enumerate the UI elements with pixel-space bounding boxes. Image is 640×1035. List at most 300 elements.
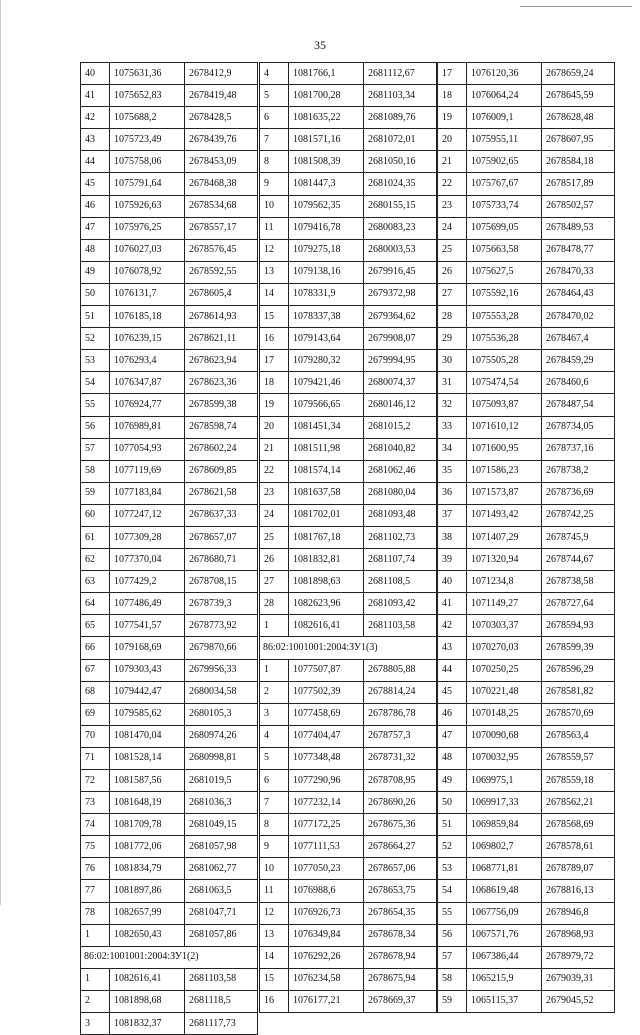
table-row — [81, 725, 258, 747]
table-row — [81, 151, 258, 173]
table-row — [81, 990, 258, 1012]
point-number-cell: 57 — [438, 946, 467, 968]
y-coordinate-cell: 2678534,68 — [185, 195, 258, 217]
point-number-cell: 10 — [260, 195, 289, 217]
point-number-cell: 61 — [81, 526, 110, 548]
header-rule — [520, 6, 632, 7]
x-coordinate-cell: 1077111,53 — [289, 836, 364, 858]
point-number-cell: 78 — [81, 902, 110, 924]
table-row — [81, 593, 258, 615]
table-row — [260, 217, 437, 239]
x-coordinate-cell: 1077348,48 — [289, 747, 364, 769]
y-coordinate-cell: 2681093,42 — [364, 593, 437, 615]
x-coordinate-cell: 1067756,09 — [467, 902, 542, 924]
table-row — [260, 814, 437, 836]
table-row — [260, 880, 437, 902]
y-coordinate-cell: 2680974,26 — [185, 725, 258, 747]
point-number-cell: 56 — [438, 924, 467, 946]
y-coordinate-cell: 2678562,21 — [542, 792, 615, 814]
point-number-cell: 19 — [438, 107, 467, 129]
x-coordinate-cell: 1082616,41 — [289, 615, 364, 637]
point-number-cell: 13 — [260, 924, 289, 946]
x-coordinate-cell: 1079421,46 — [289, 372, 364, 394]
x-coordinate-cell: 1077290,96 — [289, 770, 364, 792]
y-coordinate-cell: 2681062,46 — [364, 460, 437, 482]
y-coordinate-cell: 2679916,45 — [364, 261, 437, 283]
x-coordinate-cell: 1081834,79 — [110, 858, 185, 880]
x-coordinate-cell: 1077309,28 — [110, 526, 185, 548]
table-row — [81, 703, 258, 725]
y-coordinate-cell: 2678789,07 — [542, 858, 615, 880]
y-coordinate-cell: 2681107,74 — [364, 549, 437, 571]
y-coordinate-cell: 2678739,3 — [185, 593, 258, 615]
y-coordinate-cell: 2681117,73 — [185, 1013, 258, 1035]
y-coordinate-cell: 2678678,34 — [364, 924, 437, 946]
x-coordinate-cell: 1081767,18 — [289, 526, 364, 548]
y-coordinate-cell: 2679908,07 — [364, 328, 437, 350]
page-number: 35 — [314, 38, 326, 52]
table-row — [81, 836, 258, 858]
point-number-cell: 34 — [438, 438, 467, 460]
point-number-cell: 32 — [438, 394, 467, 416]
point-number-cell: 15 — [260, 306, 289, 328]
x-coordinate-cell: 1075723,49 — [110, 129, 185, 151]
y-coordinate-cell: 2678594,93 — [542, 615, 615, 637]
x-coordinate-cell: 1077054,93 — [110, 438, 185, 460]
point-number-cell: 30 — [438, 350, 467, 372]
point-number-cell: 44 — [81, 151, 110, 173]
table-row — [260, 504, 437, 526]
x-coordinate-cell: 1081898,68 — [110, 990, 185, 1012]
x-coordinate-cell: 1075791,64 — [110, 173, 185, 195]
y-coordinate-cell: 2679045,52 — [542, 990, 615, 1012]
y-coordinate-cell: 2678708,15 — [185, 571, 258, 593]
x-coordinate-cell: 1077172,25 — [289, 814, 364, 836]
table-row — [438, 858, 615, 880]
x-coordinate-cell: 1077486,49 — [110, 593, 185, 615]
point-number-cell: 12 — [260, 902, 289, 924]
x-coordinate-cell: 1077404,47 — [289, 725, 364, 747]
x-coordinate-cell: 1075631,36 — [110, 63, 185, 85]
table-row — [260, 239, 437, 261]
point-number-cell: 51 — [81, 306, 110, 328]
table-row — [438, 283, 615, 305]
point-number-cell: 55 — [438, 902, 467, 924]
point-number-cell: 26 — [438, 261, 467, 283]
x-coordinate-cell: 1070270,03 — [467, 637, 542, 659]
y-coordinate-cell: 2678628,48 — [542, 107, 615, 129]
table-row — [438, 107, 615, 129]
y-coordinate-cell: 2678659,24 — [542, 63, 615, 85]
table-row — [260, 306, 437, 328]
y-coordinate-cell: 2678487,54 — [542, 394, 615, 416]
y-coordinate-cell: 2678599,39 — [542, 637, 615, 659]
point-number-cell: 42 — [81, 107, 110, 129]
point-number-cell: 21 — [438, 151, 467, 173]
y-coordinate-cell: 2678757,3 — [364, 725, 437, 747]
y-coordinate-cell: 2678581,82 — [542, 681, 615, 703]
x-coordinate-cell: 1081528,14 — [110, 747, 185, 769]
parcel-section-label: 86:02:1001001:2004:ЗУ1(3) — [260, 637, 437, 659]
x-coordinate-cell: 1076078,92 — [110, 261, 185, 283]
x-coordinate-cell: 1078337,38 — [289, 306, 364, 328]
y-coordinate-cell: 2680998,81 — [185, 747, 258, 769]
table-row — [438, 306, 615, 328]
point-number-cell: 53 — [438, 858, 467, 880]
table-row — [81, 306, 258, 328]
x-coordinate-cell: 1076239,15 — [110, 328, 185, 350]
x-coordinate-cell: 1077183,84 — [110, 482, 185, 504]
table-row — [438, 85, 615, 107]
y-coordinate-cell: 2678578,61 — [542, 836, 615, 858]
table-row — [438, 482, 615, 504]
point-number-cell: 21 — [260, 438, 289, 460]
table-row — [81, 460, 258, 482]
y-coordinate-cell: 2678727,64 — [542, 593, 615, 615]
x-coordinate-cell: 1081700,28 — [289, 85, 364, 107]
table-row — [260, 902, 437, 924]
point-number-cell: 40 — [438, 571, 467, 593]
x-coordinate-cell: 1075474,54 — [467, 372, 542, 394]
x-coordinate-cell: 1071600,95 — [467, 438, 542, 460]
point-number-cell: 2 — [81, 990, 110, 1012]
x-coordinate-cell: 1081571,16 — [289, 129, 364, 151]
y-coordinate-cell: 2679039,31 — [542, 968, 615, 990]
point-number-cell: 1 — [81, 968, 110, 990]
y-coordinate-cell: 2681080,04 — [364, 482, 437, 504]
point-number-cell: 45 — [81, 173, 110, 195]
section-header-row — [260, 637, 437, 659]
x-coordinate-cell: 1079280,32 — [289, 350, 364, 372]
table-row — [260, 924, 437, 946]
table-row — [260, 747, 437, 769]
x-coordinate-cell: 1081897,86 — [110, 880, 185, 902]
x-coordinate-cell: 1075699,05 — [467, 217, 542, 239]
coordinates-table-left — [80, 62, 258, 1035]
point-number-cell: 54 — [81, 372, 110, 394]
table-row — [260, 261, 437, 283]
table-row — [438, 350, 615, 372]
x-coordinate-cell: 1076924,77 — [110, 394, 185, 416]
point-number-cell: 43 — [81, 129, 110, 151]
y-coordinate-cell: 2678605,4 — [185, 283, 258, 305]
x-coordinate-cell: 1070221,48 — [467, 681, 542, 703]
table-row — [438, 615, 615, 637]
y-coordinate-cell: 2678738,2 — [542, 460, 615, 482]
x-coordinate-cell: 1081511,98 — [289, 438, 364, 460]
point-number-cell: 52 — [81, 328, 110, 350]
point-number-cell: 25 — [438, 239, 467, 261]
table-row — [438, 637, 615, 659]
x-coordinate-cell: 1075663,58 — [467, 239, 542, 261]
table-row — [81, 924, 258, 946]
x-coordinate-cell: 1065215,9 — [467, 968, 542, 990]
table-row — [81, 659, 258, 681]
x-coordinate-cell: 1068771,81 — [467, 858, 542, 880]
x-coordinate-cell: 1076293,4 — [110, 350, 185, 372]
table-row — [438, 902, 615, 924]
table-row — [260, 350, 437, 372]
table-row — [260, 482, 437, 504]
y-coordinate-cell: 2678596,29 — [542, 659, 615, 681]
table-row — [438, 880, 615, 902]
y-coordinate-cell: 2678736,69 — [542, 482, 615, 504]
x-coordinate-cell: 1075652,83 — [110, 85, 185, 107]
point-number-cell: 19 — [260, 394, 289, 416]
table-row — [438, 261, 615, 283]
x-coordinate-cell: 1079275,18 — [289, 239, 364, 261]
point-number-cell: 62 — [81, 549, 110, 571]
point-number-cell: 49 — [438, 770, 467, 792]
point-number-cell: 52 — [438, 836, 467, 858]
point-number-cell: 48 — [81, 239, 110, 261]
x-coordinate-cell: 1076292,26 — [289, 946, 364, 968]
x-coordinate-cell: 1071234,8 — [467, 571, 542, 593]
table-row — [260, 549, 437, 571]
table-row — [438, 990, 615, 1012]
y-coordinate-cell: 2681072,01 — [364, 129, 437, 151]
point-number-cell: 13 — [260, 261, 289, 283]
table-row — [438, 681, 615, 703]
table-row — [260, 63, 437, 85]
table-row — [260, 615, 437, 637]
y-coordinate-cell: 2678439,76 — [185, 129, 258, 151]
point-number-cell: 39 — [438, 549, 467, 571]
y-coordinate-cell: 2678428,5 — [185, 107, 258, 129]
y-coordinate-cell: 2679994,95 — [364, 350, 437, 372]
point-number-cell: 75 — [81, 836, 110, 858]
point-number-cell: 4 — [260, 63, 289, 85]
table-row — [438, 526, 615, 548]
table-row — [260, 703, 437, 725]
x-coordinate-cell: 1071407,29 — [467, 526, 542, 548]
point-number-cell: 72 — [81, 770, 110, 792]
y-coordinate-cell: 2678744,67 — [542, 549, 615, 571]
y-coordinate-cell: 2678419,48 — [185, 85, 258, 107]
point-number-cell: 41 — [81, 85, 110, 107]
y-coordinate-cell: 2678559,18 — [542, 770, 615, 792]
x-coordinate-cell: 1069917,33 — [467, 792, 542, 814]
y-coordinate-cell: 2678675,36 — [364, 814, 437, 836]
table-row — [81, 968, 258, 990]
x-coordinate-cell: 1079303,43 — [110, 659, 185, 681]
x-coordinate-cell: 1076349,84 — [289, 924, 364, 946]
table-row — [81, 902, 258, 924]
point-number-cell: 47 — [81, 217, 110, 239]
point-number-cell: 14 — [260, 283, 289, 305]
table-row — [260, 195, 437, 217]
table-row — [438, 173, 615, 195]
table-row — [438, 703, 615, 725]
point-number-cell: 12 — [260, 239, 289, 261]
y-coordinate-cell: 2678464,43 — [542, 283, 615, 305]
y-coordinate-cell: 2678637,33 — [185, 504, 258, 526]
x-coordinate-cell: 1082657,99 — [110, 902, 185, 924]
table-row — [438, 63, 615, 85]
point-number-cell: 5 — [260, 747, 289, 769]
point-number-cell: 16 — [260, 990, 289, 1012]
point-number-cell: 3 — [81, 1013, 110, 1035]
x-coordinate-cell: 1065115,37 — [467, 990, 542, 1012]
y-coordinate-cell: 2678460,6 — [542, 372, 615, 394]
x-coordinate-cell: 1067571,76 — [467, 924, 542, 946]
y-coordinate-cell: 2681103,58 — [185, 968, 258, 990]
table-row — [438, 195, 615, 217]
y-coordinate-cell: 2678734,05 — [542, 416, 615, 438]
point-number-cell: 9 — [260, 836, 289, 858]
point-number-cell: 57 — [81, 438, 110, 460]
table-row — [438, 924, 615, 946]
x-coordinate-cell: 1075688,2 — [110, 107, 185, 129]
table-row — [260, 85, 437, 107]
y-coordinate-cell: 2678654,35 — [364, 902, 437, 924]
point-number-cell: 69 — [81, 703, 110, 725]
x-coordinate-cell: 1070303,37 — [467, 615, 542, 637]
point-number-cell: 48 — [438, 747, 467, 769]
point-number-cell: 71 — [81, 747, 110, 769]
table-row — [260, 151, 437, 173]
x-coordinate-cell: 1081766,1 — [289, 63, 364, 85]
x-coordinate-cell: 1071610,12 — [467, 416, 542, 438]
table-row — [81, 239, 258, 261]
y-coordinate-cell: 2678584,18 — [542, 151, 615, 173]
table-row — [260, 770, 437, 792]
point-number-cell: 10 — [260, 858, 289, 880]
point-number-cell: 59 — [438, 990, 467, 1012]
x-coordinate-cell: 1075536,28 — [467, 328, 542, 350]
y-coordinate-cell: 2681036,3 — [185, 792, 258, 814]
y-coordinate-cell: 2678968,93 — [542, 924, 615, 946]
y-coordinate-cell: 2678786,78 — [364, 703, 437, 725]
x-coordinate-cell: 1067386,44 — [467, 946, 542, 968]
table-row — [438, 946, 615, 968]
y-coordinate-cell: 2681019,5 — [185, 770, 258, 792]
point-number-cell: 44 — [438, 659, 467, 681]
y-coordinate-cell: 2678738,58 — [542, 571, 615, 593]
y-coordinate-cell: 2680074,37 — [364, 372, 437, 394]
x-coordinate-cell: 1079566,65 — [289, 394, 364, 416]
x-coordinate-cell: 1075902,65 — [467, 151, 542, 173]
table-row — [260, 946, 437, 968]
x-coordinate-cell: 1077050,23 — [289, 858, 364, 880]
y-coordinate-cell: 2678489,53 — [542, 217, 615, 239]
point-number-cell: 3 — [260, 703, 289, 725]
point-number-cell: 47 — [438, 725, 467, 747]
table-row — [81, 328, 258, 350]
table-row — [260, 659, 437, 681]
table-row — [81, 637, 258, 659]
y-coordinate-cell: 2678478,77 — [542, 239, 615, 261]
point-number-cell: 20 — [438, 129, 467, 151]
x-coordinate-cell: 1081772,06 — [110, 836, 185, 858]
x-coordinate-cell: 1081702,01 — [289, 504, 364, 526]
table-row — [81, 681, 258, 703]
point-number-cell: 25 — [260, 526, 289, 548]
y-coordinate-cell: 2678598,74 — [185, 416, 258, 438]
y-coordinate-cell: 2678678,94 — [364, 946, 437, 968]
x-coordinate-cell: 1076989,81 — [110, 416, 185, 438]
table-row — [260, 328, 437, 350]
y-coordinate-cell: 2681040,82 — [364, 438, 437, 460]
point-number-cell: 7 — [260, 792, 289, 814]
coordinates-table-middle — [259, 62, 437, 1013]
y-coordinate-cell: 2679956,33 — [185, 659, 258, 681]
table-row — [81, 372, 258, 394]
x-coordinate-cell: 1081637,58 — [289, 482, 364, 504]
y-coordinate-cell: 2678614,93 — [185, 306, 258, 328]
table-row — [438, 151, 615, 173]
y-coordinate-cell: 2678517,89 — [542, 173, 615, 195]
table-row — [438, 549, 615, 571]
table-row — [81, 438, 258, 460]
point-number-cell: 60 — [81, 504, 110, 526]
y-coordinate-cell: 2678708,95 — [364, 770, 437, 792]
y-coordinate-cell: 2678690,26 — [364, 792, 437, 814]
y-coordinate-cell: 2678609,85 — [185, 460, 258, 482]
x-coordinate-cell: 1076988,6 — [289, 880, 364, 902]
table-row — [260, 460, 437, 482]
x-coordinate-cell: 1075955,11 — [467, 129, 542, 151]
x-coordinate-cell: 1076009,1 — [467, 107, 542, 129]
y-coordinate-cell: 2678805,88 — [364, 659, 437, 681]
y-coordinate-cell: 2678664,27 — [364, 836, 437, 858]
point-number-cell: 31 — [438, 372, 467, 394]
table-row — [81, 1013, 258, 1035]
table-row — [438, 416, 615, 438]
x-coordinate-cell: 1075627,5 — [467, 261, 542, 283]
y-coordinate-cell: 2678459,29 — [542, 350, 615, 372]
table-row — [260, 836, 437, 858]
y-coordinate-cell: 2681057,98 — [185, 836, 258, 858]
table-row — [81, 504, 258, 526]
x-coordinate-cell: 1069859,84 — [467, 814, 542, 836]
table-row — [260, 968, 437, 990]
table-row — [260, 416, 437, 438]
y-coordinate-cell: 2681062,77 — [185, 858, 258, 880]
y-coordinate-cell: 2678623,94 — [185, 350, 258, 372]
y-coordinate-cell: 2678621,58 — [185, 482, 258, 504]
point-number-cell: 50 — [81, 283, 110, 305]
point-number-cell: 6 — [260, 770, 289, 792]
point-number-cell: 56 — [81, 416, 110, 438]
table-row — [260, 107, 437, 129]
table-row — [438, 968, 615, 990]
x-coordinate-cell: 1082623,96 — [289, 593, 364, 615]
y-coordinate-cell: 2678657,06 — [364, 858, 437, 880]
x-coordinate-cell: 1081574,14 — [289, 460, 364, 482]
table-row — [81, 63, 258, 85]
y-coordinate-cell: 2678470,02 — [542, 306, 615, 328]
point-number-cell: 28 — [438, 306, 467, 328]
x-coordinate-cell: 1075553,28 — [467, 306, 542, 328]
x-coordinate-cell: 1075767,67 — [467, 173, 542, 195]
point-number-cell: 11 — [260, 880, 289, 902]
table-row — [81, 747, 258, 769]
point-number-cell: 5 — [260, 85, 289, 107]
y-coordinate-cell: 2681103,58 — [364, 615, 437, 637]
table-row — [260, 394, 437, 416]
point-number-cell: 24 — [438, 217, 467, 239]
table-row — [81, 880, 258, 902]
y-coordinate-cell: 2678557,17 — [185, 217, 258, 239]
y-coordinate-cell: 2681118,5 — [185, 990, 258, 1012]
point-number-cell: 27 — [438, 283, 467, 305]
x-coordinate-cell: 1081709,78 — [110, 814, 185, 836]
point-number-cell: 17 — [438, 63, 467, 85]
table-row — [81, 814, 258, 836]
point-number-cell: 11 — [260, 217, 289, 239]
point-number-cell: 22 — [260, 460, 289, 482]
